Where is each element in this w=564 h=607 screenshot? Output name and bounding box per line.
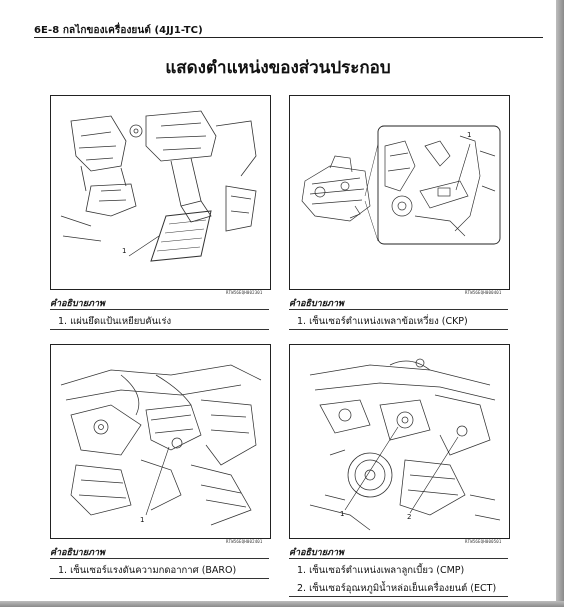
callout-1: 1 xyxy=(467,131,472,139)
window-frame-right xyxy=(556,0,564,607)
caption-heading: คำอธิบายภาพ xyxy=(289,548,344,558)
figure-code: RTW56EQH000501 xyxy=(465,539,502,544)
caption-heading: คำอธิบายภาพ xyxy=(50,548,105,558)
caption-item: 1. เซ็นเซอร์แรงดันความกดอากาศ (BARO) xyxy=(58,565,237,576)
window-frame-bottom xyxy=(0,601,564,607)
caption-divider xyxy=(289,596,508,597)
cmp-ect-sensor-illustration xyxy=(290,345,509,538)
caption-divider xyxy=(50,309,269,310)
accelerator-pedal-illustration xyxy=(51,96,270,289)
caption-divider xyxy=(289,329,508,330)
callout-1: 1 xyxy=(140,516,145,524)
caption-divider xyxy=(289,558,508,559)
figure-cmp-ect-sensors xyxy=(289,344,510,539)
figure-code: RTW56EQH000401 xyxy=(465,290,502,295)
caption-item: 1. เซ็นเซอร์ตำแหน่งเพลาข้อเหวี่ยง (CKP) xyxy=(297,316,468,327)
figure-baro-sensor xyxy=(50,344,271,539)
figure-accelerator-pedal xyxy=(50,95,271,290)
header-divider xyxy=(34,37,543,38)
caption-item: 1. เซ็นเซอร์ตำแหน่งเพลาลูกเบี้ยว (CMP) xyxy=(297,565,465,576)
caption-item: 2. เซ็นเซอร์อุณหภูมิน้ำหล่อเย็นเครื่องยนต์ (ECT) xyxy=(297,583,497,594)
caption-heading: คำอธิบายภาพ xyxy=(289,299,344,309)
caption-divider xyxy=(289,309,508,310)
callout-2: 2 xyxy=(407,513,412,521)
figure-ckp-sensor xyxy=(289,95,510,290)
callout-1: 1 xyxy=(340,510,345,518)
ckp-sensor-illustration xyxy=(290,96,509,289)
caption-item: 1. แผ่นยึดแป้นเหยียบคันเร่ง xyxy=(58,316,172,327)
page-title: แสดงตำแหน่งของส่วนประกอบ xyxy=(165,58,391,78)
baro-sensor-illustration xyxy=(51,345,270,538)
caption-divider xyxy=(50,578,269,579)
figure-code: RTW56EQH002401 xyxy=(226,539,263,544)
figure-code: RTW56EQH002301 xyxy=(226,290,263,295)
caption-heading: คำอธิบายภาพ xyxy=(50,299,105,309)
callout-1: 1 xyxy=(122,247,127,255)
page-header: 6E-8 กลไกของเครื่องยนต์ (4JJ1-TC) xyxy=(34,25,203,36)
caption-divider xyxy=(50,558,269,559)
caption-divider xyxy=(50,329,269,330)
